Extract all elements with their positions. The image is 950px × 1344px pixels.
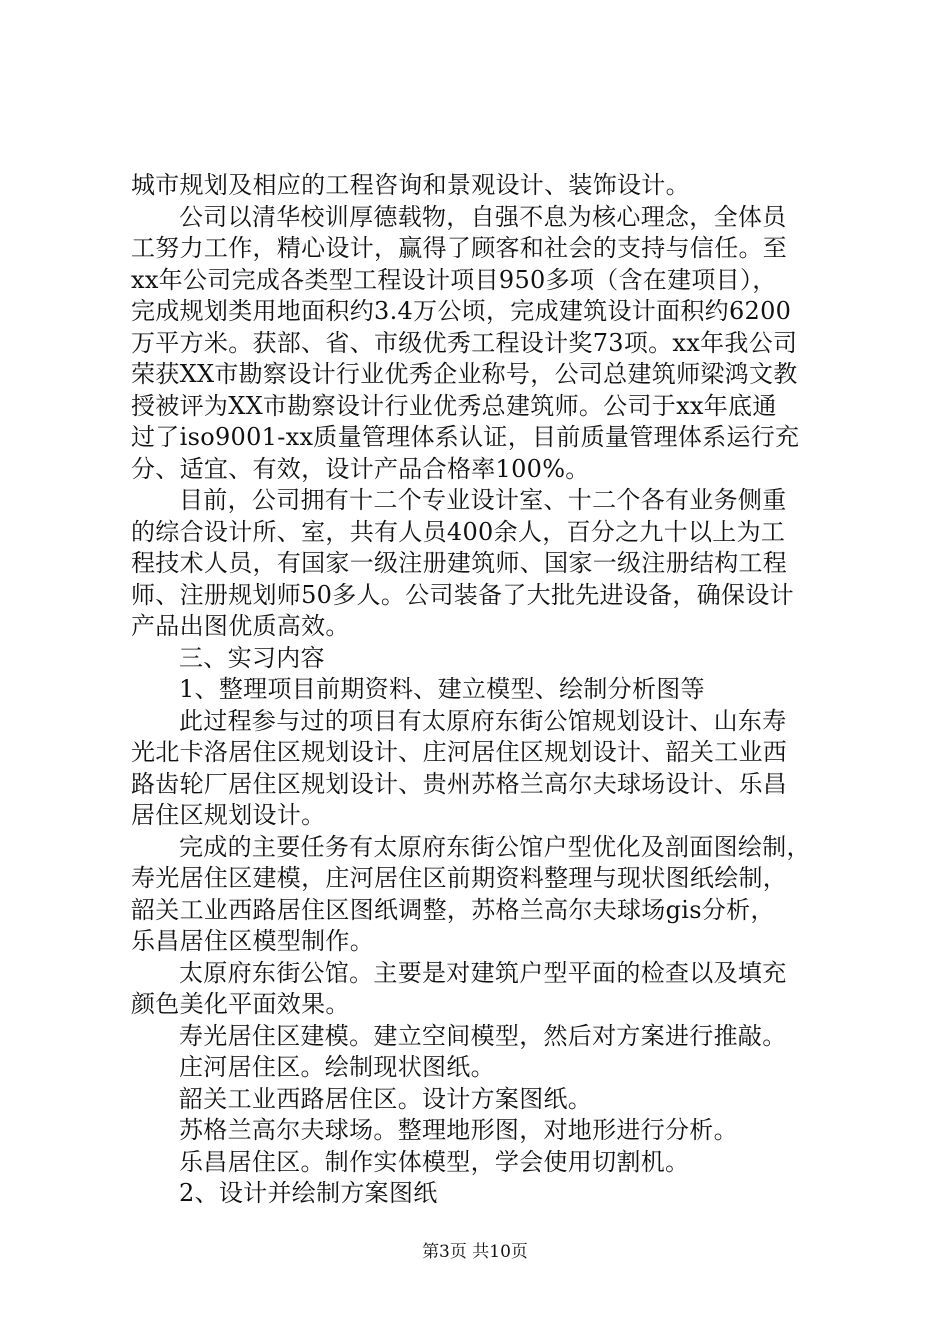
text-line: 寿光居住区建模，庄河居住区前期资料整理与现状图纸绘制， [131,864,788,892]
text-line: 完成的主要任务有太原府东街公馆户型优化及剖面图绘制， [179,832,811,861]
text-line: 程技术人员，有国家一级注册建筑师、国家一级注册结构工程 [131,549,788,577]
text-line: 光北卡洛居住区规划设计、庄河居住区规划设计、韶关工业西 [131,738,788,766]
page-number: 第3页 共10页 [422,1242,528,1262]
text-line: 目前，公司拥有十二个专业设计室、十二个各有业务侧重 [179,486,787,514]
text-line: 2、设计并绘制方案图纸 [179,1179,438,1207]
text-line: 寿光居住区建模。建立空间模型，然后对方案进行推敲。 [179,1021,787,1050]
text-line: 庄河居住区。绘制现状图纸。 [179,1053,495,1081]
text-line: 师、注册规划师50多人。公司装备了大批先进设备，确保设计 [131,580,794,609]
text-line: 产品出图优质高效。 [131,612,350,640]
text-line: 太原府东街公馆。主要是对建筑户型平面的检查以及填充 [179,958,787,987]
text-line: 苏格兰高尔夫球场。整理地形图，对地形进行分析。 [179,1116,738,1144]
text-line: xx年公司完成各类型工程设计项目950多项（含在建项目）， [131,265,777,294]
text-line: 完成规划类用地面积约3.4万公顷，完成建筑设计面积约6200 [131,297,792,325]
text-line: 工努力工作，精心设计，赢得了顾客和社会的支持与信任。至 [131,234,788,262]
text-line: 万平方米。获部、省、市级优秀工程设计奖73项。xx年我公司 [131,328,798,357]
text-line: 乐昌居住区。制作实体模型，学会使用切割机。 [179,1147,690,1176]
text-line: 分、适宜、有效，设计产品合格率100%。 [131,454,590,483]
text-line: 乐昌居住区模型制作。 [131,927,374,955]
text-line: 授被评为XX市勘察设计行业优秀总建筑师。公司于xx年底通 [131,391,777,420]
text-line: 居住区规划设计。 [131,801,326,829]
text-line: 三、实习内容 [179,643,325,672]
text-line: 的综合设计所、室，共有人员400余人，百分之九十以上为工 [131,517,786,546]
text-line: 1、整理项目前期资料、建立模型、绘制分析图等 [179,675,705,703]
document-body [131,170,831,1210]
text-line: 韶关工业西路居住区图纸调整，苏格兰高尔夫球场gis分析， [131,895,775,924]
page-footer [0,1241,950,1263]
text-line: 路齿轮厂居住区规划设计、贵州苏格兰高尔夫球场设计、乐昌 [131,769,788,798]
text-line: 城市规划及相应的工程咨询和景观设计、装饰设计。 [131,171,690,199]
text-line: 颜色美化平面效果。 [131,990,350,1018]
text-line: 韶关工业西路居住区。设计方案图纸。 [179,1084,593,1113]
text-line: 荣获XX市勘察设计行业优秀企业称号，公司总建筑师梁鸿文教 [131,360,798,388]
text-line: 过了iso9001-xx质量管理体系认证，目前质量管理体系运行充 [131,423,800,451]
text-line: 此过程参与过的项目有太原府东街公馆规划设计、山东寿 [179,706,787,735]
text-line: 公司以清华校训厚德载物，自强不息为核心理念，全体员 [179,202,787,231]
